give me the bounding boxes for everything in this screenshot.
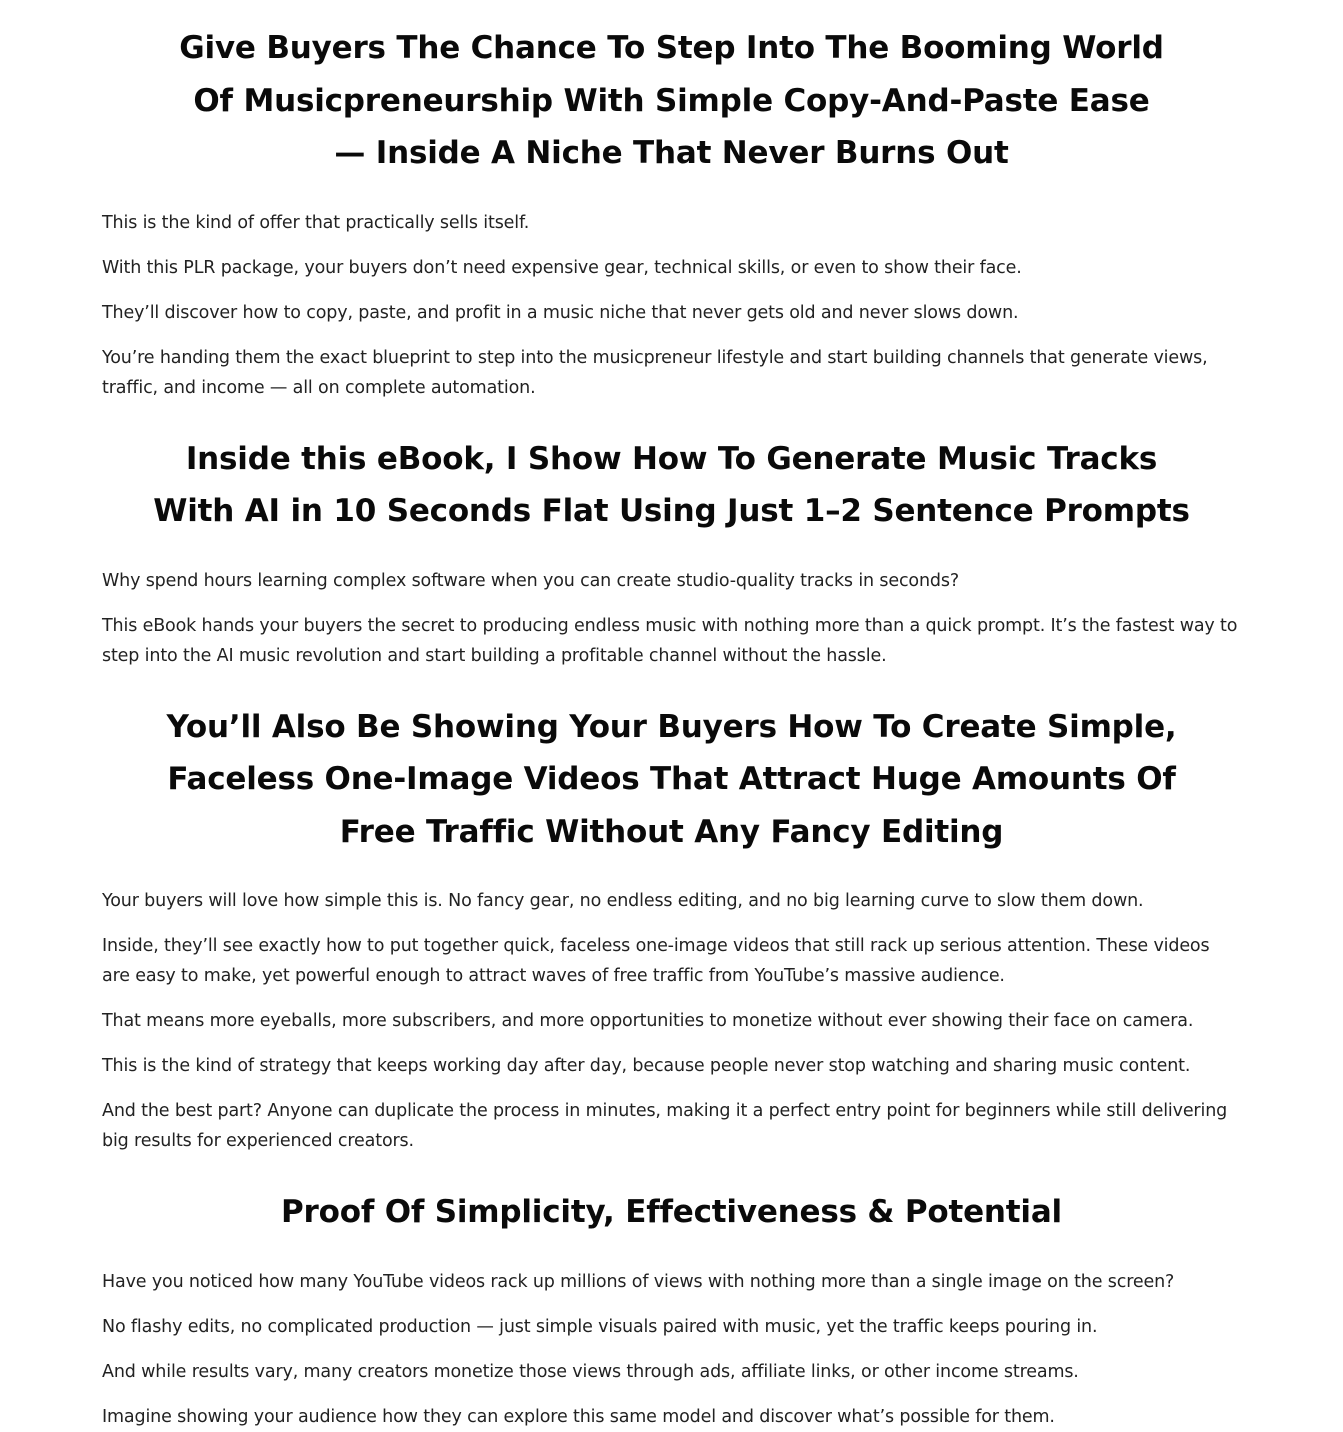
heading-line: Free Traffic Without Any Fancy Editing xyxy=(339,813,1004,850)
paragraph: Imagine showing your audience how they can explore this same model and discover what’s possible for them. xyxy=(102,1406,1055,1427)
paragraph: This eBook hands your buyers the secret to producing endless music with nothing more than a quick prompt. It’s the fastest way to step into the AI music revolution and start building a profitable channel without the hassle. xyxy=(102,615,1238,666)
heading-line: — Inside A Niche That Never Burns Out xyxy=(334,135,1009,171)
heading-line: Proof Of Simplicity, Effectiveness & Potential xyxy=(281,1194,1062,1230)
section-heading-proof-of-simplicity xyxy=(102,1186,1241,1239)
section-heading-ai-music-tracks xyxy=(102,433,1241,538)
heading-line: Inside this eBook, I Show How To Generate Music Tracks xyxy=(185,440,1158,477)
heading-line: Of Musicpreneurship With Simple Copy-And-Paste Ease xyxy=(193,82,1150,119)
paragraph: They’ll discover how to copy, paste, and profit in a music niche that never gets old and never slows down. xyxy=(102,302,1019,323)
section-heading-booming-world xyxy=(102,22,1241,180)
paragraph: And the best part? Anyone can duplicate the process in minutes, making it a perfect entry point for beginners while still delivering big results for experienced creators. xyxy=(102,1101,1228,1151)
heading-line: You’ll Also Be Showing Your Buyers How To Create Simple, xyxy=(166,708,1177,745)
paragraph: This is the kind of offer that practically sells itself. xyxy=(102,212,530,233)
paragraph: That means more eyeballs, more subscribers, and more opportunities to monetize without ever showing their face on camera. xyxy=(102,1011,1194,1031)
paragraph: This is the kind of strategy that keeps working day after day, because people never stop watching and sharing music content. xyxy=(102,1056,1191,1076)
paragraph: Inside, they’ll see exactly how to put together quick, faceless one-image videos that still rack up serious attention. These videos are easy to make, yet powerful enough to attract waves of free traffic from YouTube’s massive audience. xyxy=(102,936,1210,986)
paragraph: And while results vary, many creators monetize those views through ads, affiliate links, or other income streams. xyxy=(102,1361,1079,1382)
paragraph: Your buyers will love how simple this is. No fancy gear, no endless editing, and no big learning curve to slow them down. xyxy=(102,891,1144,911)
heading-line: With AI in 10 Seconds Flat Using Just 1–2 Sentence Prompts xyxy=(153,493,1190,529)
section-heading-faceless-videos xyxy=(102,701,1241,859)
paragraph: You’re handing them the exact blueprint to step into the musicpreneur lifestyle and start building channels that generate views, traffic, and income — all on complete automation. xyxy=(102,347,1208,398)
paragraph: With this PLR package, your buyers don’t need expensive gear, technical skills, or even to show their face. xyxy=(102,257,1022,278)
heading-line: Give Buyers The Chance To Step Into The Booming World xyxy=(179,30,1164,66)
paragraph: Why spend hours learning complex software when you can create studio-quality tracks in seconds? xyxy=(102,570,959,591)
heading-line: Faceless One-Image Videos That Attract Huge Amounts Of xyxy=(167,761,1176,797)
paragraph: Have you noticed how many YouTube videos rack up millions of views with nothing more than a single image on the screen? xyxy=(102,1271,1175,1292)
paragraph: No flashy edits, no complicated production — just simple visuals paired with music, yet the traffic keeps pouring in. xyxy=(102,1316,1098,1337)
